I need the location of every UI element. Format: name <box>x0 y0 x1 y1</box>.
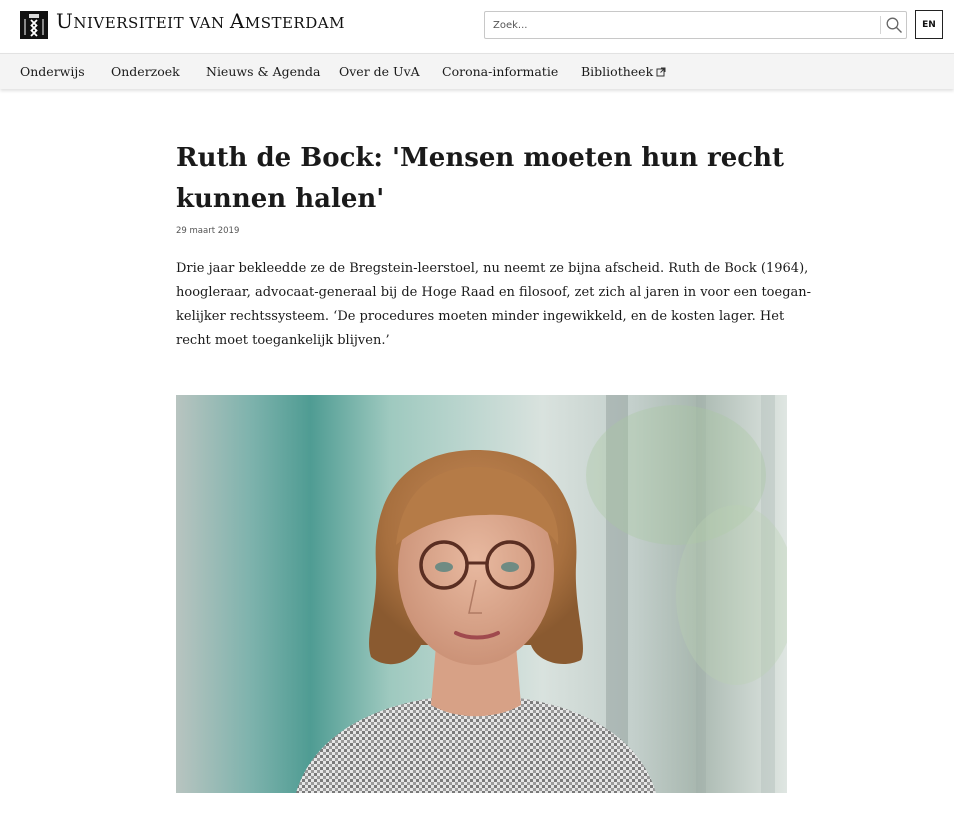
uva-logo-link[interactable] <box>20 11 345 39</box>
nav-item-onderwijs[interactable]: Onderwijs <box>20 64 85 79</box>
nav-item-bibliotheek[interactable] <box>581 64 666 79</box>
intro-line: kelijker rechtssysteem. ‘De procedures moeten minder ingewikkeld, en de kosten lager. Het <box>176 309 785 324</box>
magnifier-icon <box>885 16 903 34</box>
intro-line: recht moet toegankelijk blijven.’ <box>176 333 390 348</box>
article-title <box>176 138 785 220</box>
article-date: 29 maart 2019 <box>176 226 240 236</box>
nav-item-nieuws-agenda[interactable]: Nieuws & Agenda <box>206 64 321 79</box>
nav-item-over-de-uva[interactable]: Over de UvA <box>339 64 420 79</box>
search-box <box>484 11 907 39</box>
search-input[interactable] <box>485 12 879 38</box>
nav-item-bibliotheek-label: Bibliotheek <box>581 64 654 79</box>
main-navigation <box>0 53 954 89</box>
site-header <box>0 0 954 53</box>
nav-item-corona-informatie[interactable]: Corona-informatie <box>442 64 559 79</box>
article-portrait-photo <box>176 395 787 793</box>
search-button[interactable] <box>881 12 907 38</box>
article-intro <box>176 257 812 353</box>
article-title-line-1: Ruth de Bock: 'Mensen moeten hun recht <box>176 143 785 173</box>
uva-wordmark: UNIVERSITEIT VAN AMSTERDAM <box>56 9 345 33</box>
intro-line: Drie jaar bekleedde ze de Bregstein-leerstoel, nu neemt ze bijna afscheid. Ruth de Bock (1964), <box>176 261 809 276</box>
nav-item-onderzoek[interactable]: Onderzoek <box>111 64 180 79</box>
uva-shield-icon <box>20 11 48 39</box>
article-title-line-2: kunnen halen' <box>176 184 385 214</box>
intro-line: hoogleraar, advocaat-generaal bij de Hoge Raad en filosoof, zet zich al jaren in voor een toegan- <box>176 285 812 300</box>
external-link-icon <box>656 67 666 77</box>
language-switch-button[interactable]: EN <box>915 10 943 39</box>
